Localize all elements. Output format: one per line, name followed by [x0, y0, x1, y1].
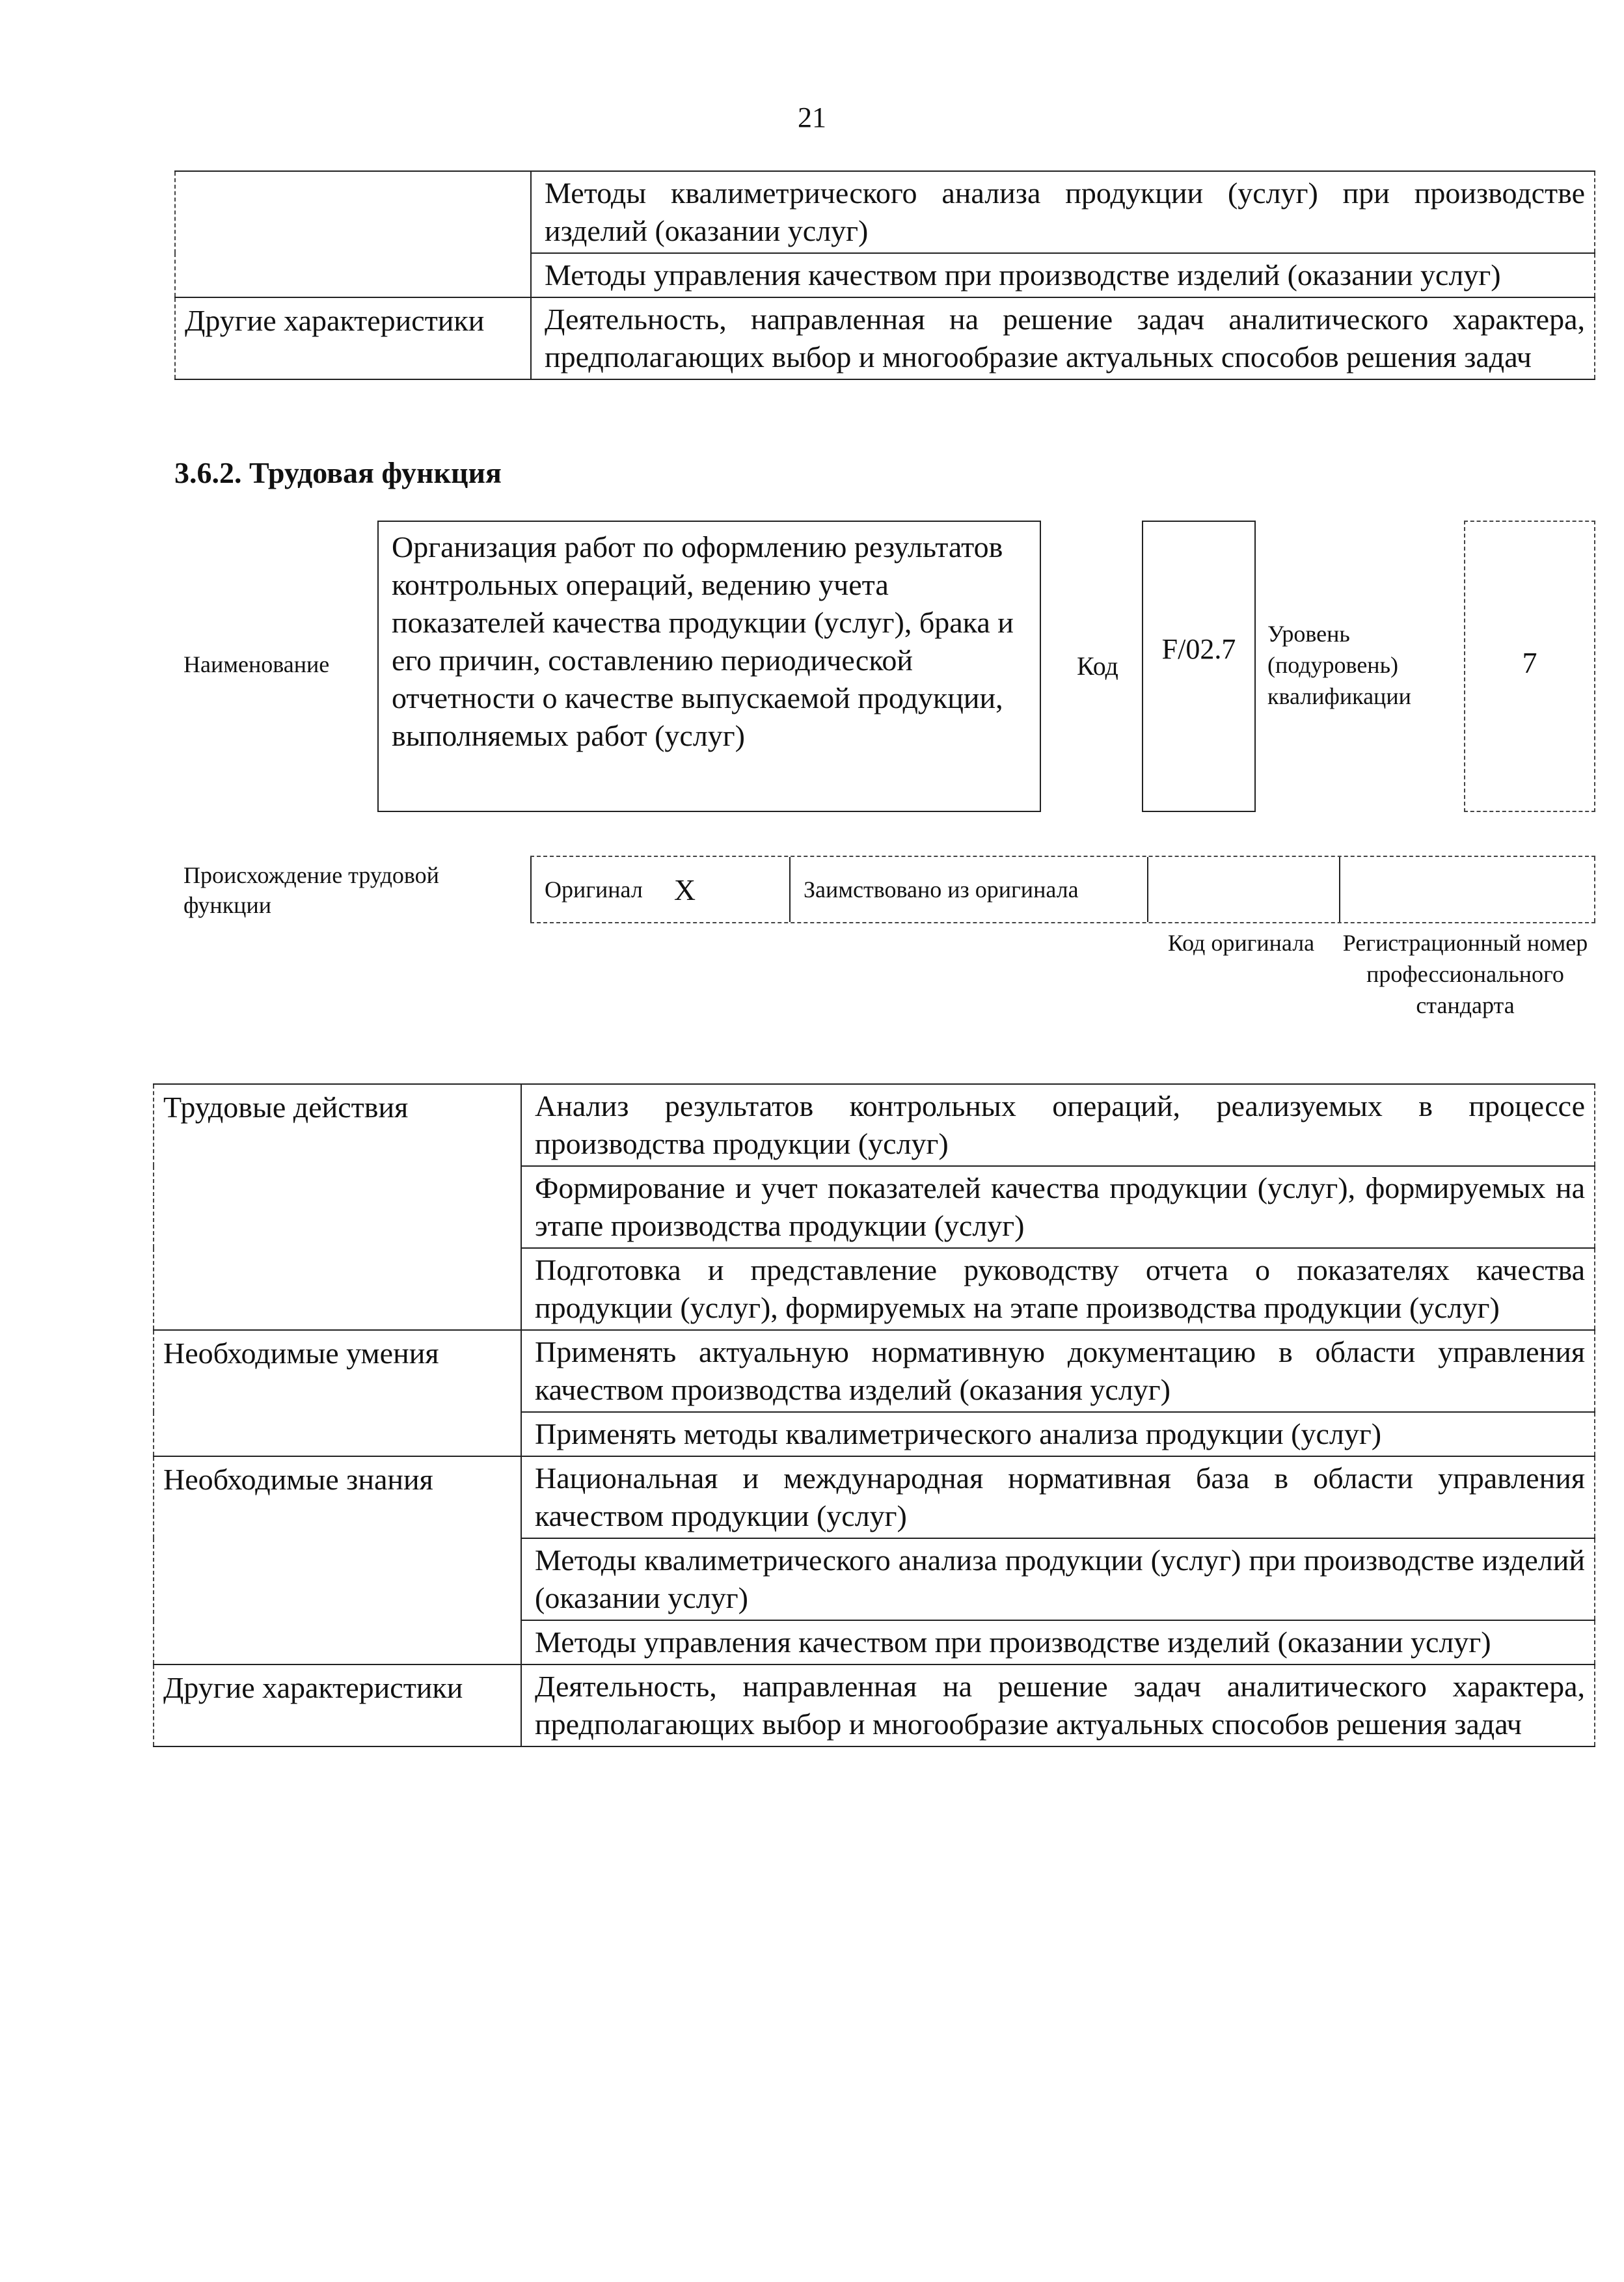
row-item: Деятельность, направленная на решение задач аналитического характера, предполагающих выбор и многообразие актуальных способов решения задач [521, 1664, 1595, 1746]
code-value: F/02.7 [1142, 521, 1256, 812]
top-continuation-table [174, 170, 1595, 380]
qualification-level-value: 7 [1464, 521, 1595, 812]
row-label: Необходимые знания [154, 1456, 521, 1664]
code-label: Код [1077, 651, 1118, 681]
row-label [175, 171, 531, 297]
original-checked-mark: X [673, 873, 696, 906]
row-item: Подготовка и представление руководству отчета о показателях качества продукции (услуг), формируемых на этапе производства продукции (услуг) [521, 1248, 1595, 1330]
reg-number-cell [1339, 857, 1595, 922]
row-label: Другие характеристики [154, 1664, 521, 1746]
table-row [154, 1084, 1595, 1166]
table-row [154, 1330, 1595, 1412]
table-row [175, 171, 1595, 253]
origin-label: Происхождение трудовой функции [183, 862, 439, 918]
row-item: Деятельность, направленная на решение задач аналитического характера, предполагающих выбор и многообразие актуальных способов решения задач [531, 297, 1595, 379]
qualification-level-label-text: Уровень (подуровень) квалификации [1267, 621, 1411, 709]
row-label: Другие характеристики [175, 297, 531, 379]
table-row [154, 1664, 1595, 1746]
reg-number-caption: Регистрационный номер профессионального стандарта [1342, 930, 1588, 1018]
table-row [154, 1456, 1595, 1538]
name-label: Наименование [183, 651, 330, 677]
row-item: Методы квалиметрического анализа продукции (услуг) при производстве изделий (оказании услуг) [521, 1538, 1595, 1620]
original-label: Оригинал [545, 876, 643, 903]
origin-borrowed-cell [789, 857, 1147, 922]
row-label: Необходимые умения [154, 1330, 521, 1456]
borrowed-label: Заимствовано из оригинала [804, 876, 1079, 903]
row-item: Методы квалиметрического анализа продукции (услуг) при производстве изделий (оказании услуг) [531, 171, 1595, 253]
function-details-table [153, 1083, 1595, 1747]
row-item: Методы управления качеством при производстве изделий (оказании услуг) [531, 253, 1595, 297]
table-row [175, 297, 1595, 379]
row-item: Формирование и учет показателей качества продукции (услуг), формируемых на этапе производства продукции (услуг) [521, 1166, 1595, 1248]
page-number: 21 [798, 102, 826, 133]
row-item: Национальная и международная нормативная база в области управления качеством продукции (услуг) [521, 1456, 1595, 1538]
qualification-level-label [1267, 618, 1411, 712]
original-code-caption: Код оригинала [1167, 930, 1315, 956]
section-heading: 3.6.2. Трудовая функция [174, 456, 502, 489]
row-item: Применять методы квалиметрического анализа продукции (услуг) [521, 1412, 1595, 1456]
row-label: Трудовые действия [154, 1084, 521, 1330]
row-item: Применять актуальную нормативную документацию в области управления качеством производства изделий (оказания услуг) [521, 1330, 1595, 1412]
row-item: Методы управления качеством при производстве изделий (оказании услуг) [521, 1620, 1595, 1664]
row-item: Анализ результатов контрольных операций, реализуемых в процессе производства продукции (услуг) [521, 1084, 1595, 1166]
origin-table [530, 856, 1595, 923]
function-name-value: Организация работ по оформлению результатов контрольных операций, ведению учета показателей качества продукции (услуг), брака и его причин, составлению периодической отчетности о качестве выпускаемой продукции, выполняемых работ (услуг) [377, 521, 1041, 812]
original-code-cell [1147, 857, 1339, 922]
origin-original-cell [530, 857, 789, 922]
